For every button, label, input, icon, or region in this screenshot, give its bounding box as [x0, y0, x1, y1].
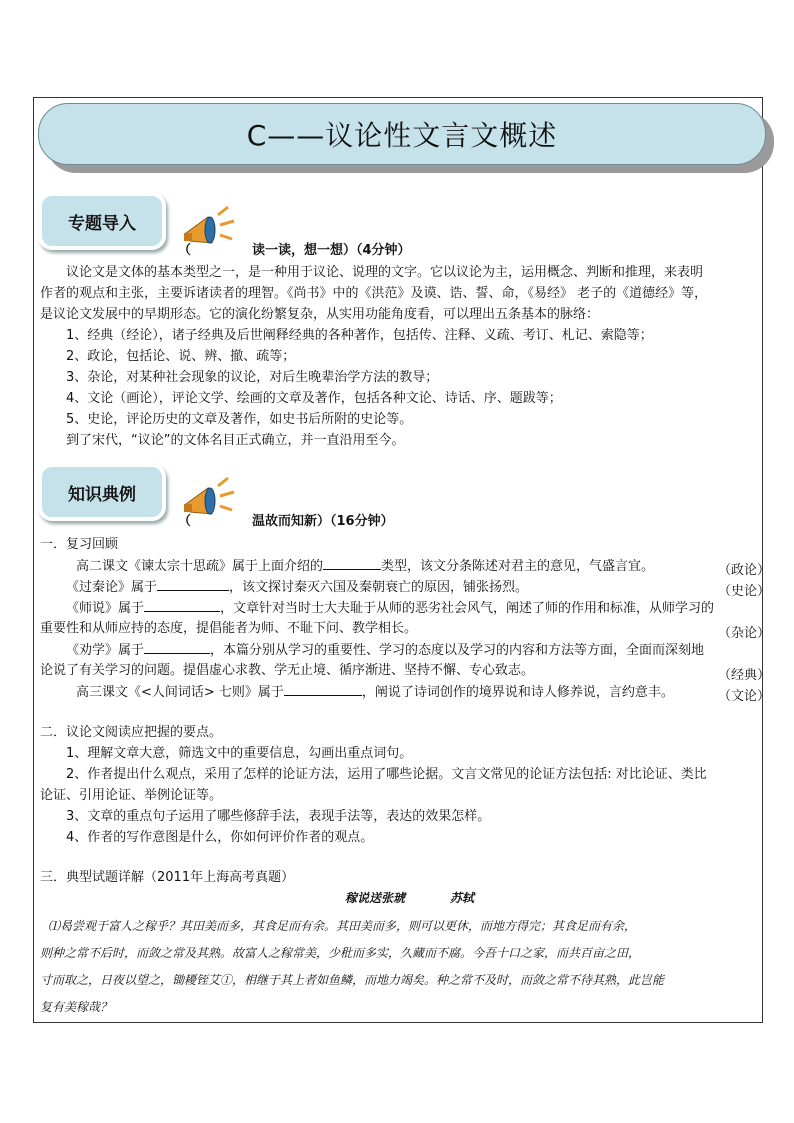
review-item-text: 高二课文《谏太宗十思疏》属于上面介绍的 [76, 559, 324, 574]
intro-list-item: 4、文论（画论），评论文学、绘画的文章及著作，包括各种文论、诗话、序、题跋等； [66, 391, 562, 406]
review-item [66, 640, 704, 661]
review-item-text: ，该文探讨秦灭六国及秦朝衰亡的原因，铺张扬烈。 [229, 580, 529, 595]
poem-line: ⑴曷尝观于富人之稼乎？其田美而多，其食足而有余。其田美而多，则可以更休，而地方得完；其食足而有余， [48, 919, 637, 933]
poem-title: 稼说送张琥 [345, 891, 406, 905]
review-item [76, 556, 654, 577]
intro-paragraph-line: 作者的观点和主张，主要诉诸读者的理智。《尚书》中的《洪范》及谟、诰、誓、命，《易经》 老子的《道德经》等， [40, 286, 708, 301]
example-heading: 三．典型试题详解（2011年上海高考真题） [40, 870, 295, 885]
answer-blank [323, 556, 381, 570]
section1-subhead-open: （ [178, 243, 192, 258]
review-answer: （政论） [718, 563, 771, 578]
intro-paragraph-line: 到了宋代，“议论”的文体名目正式确立，并一直沿用至今。 [66, 433, 405, 448]
page-title: C——议论性文言文概述 [246, 119, 558, 152]
review-item-text: ，阐说了诗词创作的境界说和诗人修养说，言约意丰。 [361, 685, 674, 700]
review-item [66, 598, 714, 619]
section2-subhead-open: （ [178, 514, 192, 529]
review-answer: （杂论） [718, 626, 771, 641]
review-answer: （经典） [718, 668, 771, 683]
section1-subhead: 读一读，想一想）（4分钟） [252, 243, 411, 258]
answer-blank [144, 598, 220, 612]
section-badge-knowledge: 知识典例 [38, 463, 166, 521]
review-heading: 一．复习回顾 [40, 537, 119, 552]
section-badge-intro: 专题导入 [38, 192, 166, 250]
answer-blank [144, 640, 210, 654]
answer-blank [157, 577, 229, 591]
poem-line: 则种之常不后时，而敛之常及其熟。故富人之稼常美，少秕而多实，久藏而不腐。今吾十口之家，而共百亩之田， [40, 946, 641, 960]
point-item: 4、作者的写作意图是什么，你如何评价作者的观点。 [66, 830, 374, 845]
review-item-cont: 论说了有关学习的问题。提倡虚心求教、学无止境、循序渐进、坚持不懈、专心致志。 [40, 663, 535, 678]
section2-subhead: 温故而知新）（16分钟） [252, 514, 394, 529]
intro-list-item: 3、杂论，对某种社会现象的议论，对后生晚辈治学方法的教导； [66, 370, 439, 385]
review-answer: （文论） [718, 689, 771, 704]
intro-paragraph-line: 是议论文发展中的早期形态。它的演化纷繁复杂，从实用功能角度看，可以理出五条基本的脉络： [40, 307, 600, 322]
review-item [66, 577, 528, 598]
intro-list-item: 2、政论，包括论、说、辨、撤、疏等； [66, 349, 296, 364]
point-item: 3、文章的重点句子运用了哪些修辞手法，表现手法等，表达的效果怎样。 [66, 809, 491, 824]
review-item-text: ，文章针对当时士大夫耻于从师的恶劣社会风气，阐述了师的作用和标准，从师学习的 [220, 601, 715, 616]
review-item-text: 类型，该文分条陈述对君主的意见，气盛言宜。 [381, 559, 655, 574]
review-item-text: ，本篇分别从学习的重要性、学习的态度以及学习的内容和方法等方面，全面而深刻地 [210, 643, 705, 658]
review-item-text: 《劝学》属于 [66, 643, 145, 658]
poem-line: 寸而取之，日夜以望之，锄耰铚艾①，相继于其上者如鱼鳞，而地力竭矣。种之常不及时，而敛之常不待其熟，此岂能 [40, 973, 665, 987]
review-item [76, 682, 674, 703]
answer-blank [284, 682, 362, 696]
poem-author: 苏轼 [450, 891, 475, 905]
review-item-cont: 重要性和从师应持的态度，提倡能者为师、不耻下问、教学相长。 [40, 621, 418, 636]
intro-list-item: 5、史论，评论历史的文章及著作，如史书后所附的史论等。 [66, 412, 413, 427]
review-item-text: 《过秦论》属于 [66, 580, 158, 595]
review-item-text: 高三课文《<人间词话> 七则》属于 [76, 685, 284, 700]
poem-line: 复有美稼哉？ [40, 1000, 113, 1014]
review-item-text: 《师说》属于 [66, 601, 145, 616]
point-item: 1、理解文章大意，筛选文中的重要信息，勾画出重点词句。 [66, 746, 413, 761]
point-item: 2、作者提出什么观点，采用了怎样的论证方法，运用了哪些论据。文言文常见的论证方法包括: 对比论证、类比 [66, 767, 707, 782]
intro-paragraph-line: 议论文是文体的基本类型之一，是一种用于议论、说理的文字。它以议论为主，运用概念、判断和推理，来表明 [66, 265, 704, 280]
intro-list-item: 1、经典（经论），诸子经典及后世阐释经典的各种著作，包括传、注释、义疏、考订、札记、索隐等； [66, 328, 653, 343]
title-banner [38, 103, 766, 165]
point-item: 论证、引用论证、举例论证等。 [40, 788, 223, 803]
points-heading: 二．议论文阅读应把握的要点。 [40, 725, 223, 740]
review-answer: （史论） [718, 584, 771, 599]
